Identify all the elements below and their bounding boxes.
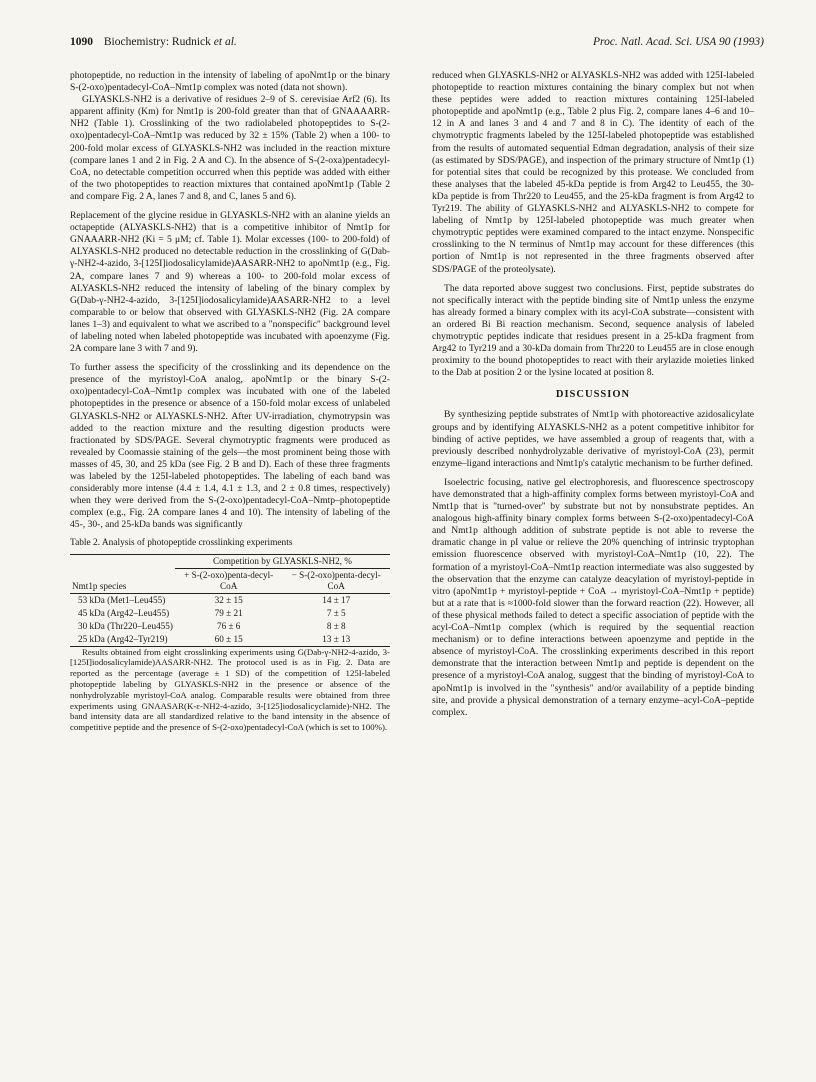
paragraph: Isoelectric focusing, native gel electrophoresis, and fluorescence spectroscopy have demonstrated that a high-affinity complex forms between myristoyl-CoA and Nmt1p that is "turned-over" by substrate but not by nonsubstrate peptides. An analogous high-affinity binary complex forms between S-(2-oxo)pentadecyl-CoA and Nmt1p although addition of substrate peptide is not able to reverse the dramatic change in pI value or relieve the 20% quenching of intrinsic tryptophan emission fluorescence observed with myristoyl-CoA–Nmt1p (10, 22). The formation of a myristoyl-CoA–Nmt1p reaction intermediate was also suggested by the observation that the enzyme can catalyze deacylation of myristoyl-peptide in vitro (apoNmt1p + myristoyl-peptide + CoA → myristoyl-CoA–Nmt1p + peptide) but at a rate that is ≈1000-fold slower than the forward reaction (22). However, all of these physical methods failed to detect a specific association of peptide with the acyl-CoA–Nmt1p complex (which is required by the sequential reaction mechanism) or to define interactions between apoenzyme and peptide in the absence of myristoyl-CoA. The crosslinking experiments described in this report demonstrate that the interaction between Nmt1p and peptide is dependent on the presence of a myristoyl-CoA analog, suggest that the binding of myristoyl-CoA to apoNmt1p is involved in the "synthesis" and/or availability of a peptide binding site, and provide a physical demonstration of a ternary enzyme–acyl-CoA–peptide complex. (432, 476, 754, 718)
authors-suffix: et al. (210, 36, 237, 48)
table-row (70, 593, 390, 607)
left-column (70, 70, 390, 733)
paragraph: GLYASKLS-NH2 is a derivative of residues 2–9 of S. cerevisiae Arf2 (6). Its apparent affinity (Km) for Nmt1p is 200-fold greater than that of GNAAAARR-NH2 (Table 1). Crosslinking of the two radiolabeled photopeptides to S-(2-oxo)pentadecyl-CoA–Nmt1p was reduced by 32 ± 15% (Table 2) when a 100- to 200-fold molar excess of GLYASKLS-NH2 was included in the reaction mixture (compare lanes 1 and 2 in Fig. 2 A and C). In the absence of S-(2-oxa)pentadecyl-CoA, no detectable competition occurred when this peptide was added with either of the two photopeptides to reaction mixtures that contained apoNmt1p (Table 2 and compare Fig. 2 A, lanes 7 and 8, and C, lanes 5 and 6). (70, 94, 390, 202)
table-cell: 32 ± 15 (214, 594, 243, 605)
table-col-header: − S-(2-oxo)penta-decyl-CoA (291, 569, 381, 591)
journal-citation: Proc. Natl. Acad. Sci. USA 90 (1993) (593, 36, 764, 48)
table-row (70, 633, 390, 647)
table-caption: Table 2. Analysis of photopeptide crosslinking experiments (70, 538, 293, 549)
paragraph: photopeptide, no reduction in the intensity of labeling of apoNmt1p or the binary S-(2-oxo)pentadecyl-CoA–Nmt1p complex was noted (data not shown). (70, 70, 390, 94)
table-cell: 14 ± 17 (322, 594, 351, 605)
table-col-header: + S-(2-oxo)penta-decyl-CoA (184, 569, 274, 591)
paragraph: The data reported above suggest two conclusions. First, peptide substrates do not specifically interact with the peptide binding site of Nmt1p unless the enzyme has already formed a binary complex with its acyl-CoA substrate—consistent with an ordered Bi Bi reaction mechanism. Second, sequence analysis of labeled chymotryptic peptides indicate that residues present in a 25-kDa fragment from Arg42 to Tyr219 and a 30-kDa domain from Thr220 to Leu455 are in close enough proximity to the bound photopeptides to react with their arylazide moieties linked to the Dab at position 2 or the lysine located at position 8. (432, 282, 754, 379)
table-cell: 8 ± 8 (326, 620, 346, 631)
table-cell: 30 kDa (Thr220–Leu455) (78, 620, 173, 631)
journal-section: Biochemistry: Rudnick (103, 36, 211, 48)
table-footnote: Results obtained from eight crosslinking experiments using G(Dab-γ-NH2-4-azido, 3-[125I]iodosalicylamide)AASARR-NH2. The protocol used is as in Fig. 2. Data are reported as the percentage (average ± 1 SD) of the competition of 125I-labeled photopeptide labeling by GLYASKLS-NH2 in the presence or absence of the nonhydrolyzable myristoyl-CoA analog. Comparable results were obtained from three experiments using GNAASAR(K-ε-NH2-4-azido, 3-[125]iodosalicyclamide)-NH2. The band intensity data are all standardized relative to the band intensity in the absence of competitive peptide and the presence of S-(2-oxo)pentadecyl-CoA (which is set to 100%). (70, 646, 390, 733)
header-left (70, 36, 237, 48)
table-cell: 60 ± 15 (214, 633, 243, 644)
paragraph: To further assess the specificity of the crosslinking and its dependence on the presence of the myristoyl-CoA analog, apoNmt1p or the binary S-(2-oxo)pentadecyl-CoA–Nmt1p complex was incubated with one of the labeled photopeptides in the presence or absence of a 150-fold molar excess of unlabeled GLYASKLS-NH2 or ALYASKLS-NH2. After UV-irradiation, chymotrypsin was added to the reaction mixture and the resulting digestion products were fractionated by SDS/PAGE. Several chymotryptic fragments were produced as revealed by Coomassie staining of the gels—the most prominent being those with masses of 45, 30, and 25 kDa (see Fig. 2 B and D). Each of these three fragments was labeled by the 125I-labeled photopeptides. The labeling of each band was considerably more intense (4.4 ± 1.4, 4.1 ± 1.3, and 2 ± 0.8 times, respectively) when they were derived from the S-(2-oxo)pentadecyl-CoA–Nmtp–photopeptide complex (e.g., Fig. 2A compare lanes 4 and 10). The intensity of labeling of the 45-, 30-, and 25-kDa bands was significantly (70, 362, 390, 531)
table-cell: 45 kDa (Arg42–Leu455) (78, 607, 170, 618)
right-column (432, 70, 754, 719)
table-cell: 76 ± 6 (216, 620, 241, 631)
page-number: 1090 (70, 36, 93, 48)
table-2 (70, 554, 390, 647)
section-heading: DISCUSSION (555, 389, 631, 401)
table-cell: 79 ± 21 (214, 607, 243, 618)
table-row (70, 607, 390, 620)
paragraph: By synthesizing peptide substrates of Nmt1p with photoreactive azidosalicylate groups and by identifying ALYASKLS-NH2 as a potent competitive inhibitor for binding of active peptides, we have assembled a group of reagents that, with a previously described nonhydrolyzable derivative of myristoyl-CoA (23), permit enzyme–ligand interactions and Nmt1p's catalytic mechanism to be further defined. (432, 409, 754, 469)
table-cell: 53 kDa (Met1–Leu455) (78, 594, 166, 605)
table-cell: 13 ± 13 (322, 633, 351, 644)
table-col-header: Nmt1p species (72, 580, 127, 591)
running-header (70, 36, 764, 52)
table-row (70, 620, 390, 633)
table-span-header: Competition by GLYASKLS-NH2, % (175, 554, 390, 568)
paragraph: reduced when GLYASKLS-NH2 or ALYASKLS-NH2 was added with 125I-labeled photopeptide to reaction mixtures containing the binary complex but not when these peptides were added to reaction mixtures containing 125I-labeled photopeptide and apoNmt1p (e.g., Table 2 plus Fig. 2, compare lanes 4–6 and 10–12 in A and lanes 3 and 4 and 7 and 8 in C). The identity of each of the chymotryptic fragments labeled by the 125I-labeled photopeptide was established from the results of automated sequential Edman degradation, analysis of their size (as estimated by SDS/PAGE), and inspection of the primary structure of Nmt1p (1) for potential sites that could be recognized by this protease. We concluded from these analyses that the labeled 45-kDa peptide is from Arg42 to Leu455, the 30-kDa peptide is from Thr220 to Leu455, and the 25-kDa fragment is from Arg42 to Tyr219. The ability of GLYASKLS-NH2 and ALYASKLS-NH2 to compete for labeling of Nmt1p by 125I-labeled photopeptide was much greater when chymotryptic peptides were examined compared to the intact enzyme. Nonspecific crosslinking to the N terminus of Nmt1p may account for these differences (this portion of Nmt1p is not represented in the three fragments observed after SDS/PAGE of the proteolysate). (432, 70, 754, 275)
paragraph: Replacement of the glycine residue in GLYASKLS-NH2 with an alanine yields an octapeptide (ALYASKLS-NH2) that is a competitive inhibitor of Nmt1p for GNAAARR-NH2 (Ki = 5 μM; cf. Table 1). Molar excesses (100- to 200-fold) of ALYASKLS-NH2 produced no detectable reduction in the crosslinking of G(Dab-γ-NH2-4-azido, 3-[125I]iodosalicylamide)AASARR-NH2 to apoNmt1p (e.g., Fig. 2A, compare lanes 7 and 9) whereas a 100- to 200-fold molar excess of ALYASKLS-NH2 reduced the intensity of labeling of the binary complex by G(Dab-γ-NH2-4-azido, 3-[125I]iodosalicylamide)AASARR-NH2 to a level comparable to or below that observed with GLYASKLS-NH2 (Fig. 2A compare lanes 1–3) and equivalent to what we ascribed to a "nonspecific" background level of labeling noted when labeled photopeptide was incubated with apoenzyme (Fig. 2A compare lane 3 with 7 and 9). (70, 210, 390, 355)
table-cell: 25 kDa (Arg42–Tyr219) (78, 633, 168, 644)
table-cell: 7 ± 5 (326, 607, 346, 618)
